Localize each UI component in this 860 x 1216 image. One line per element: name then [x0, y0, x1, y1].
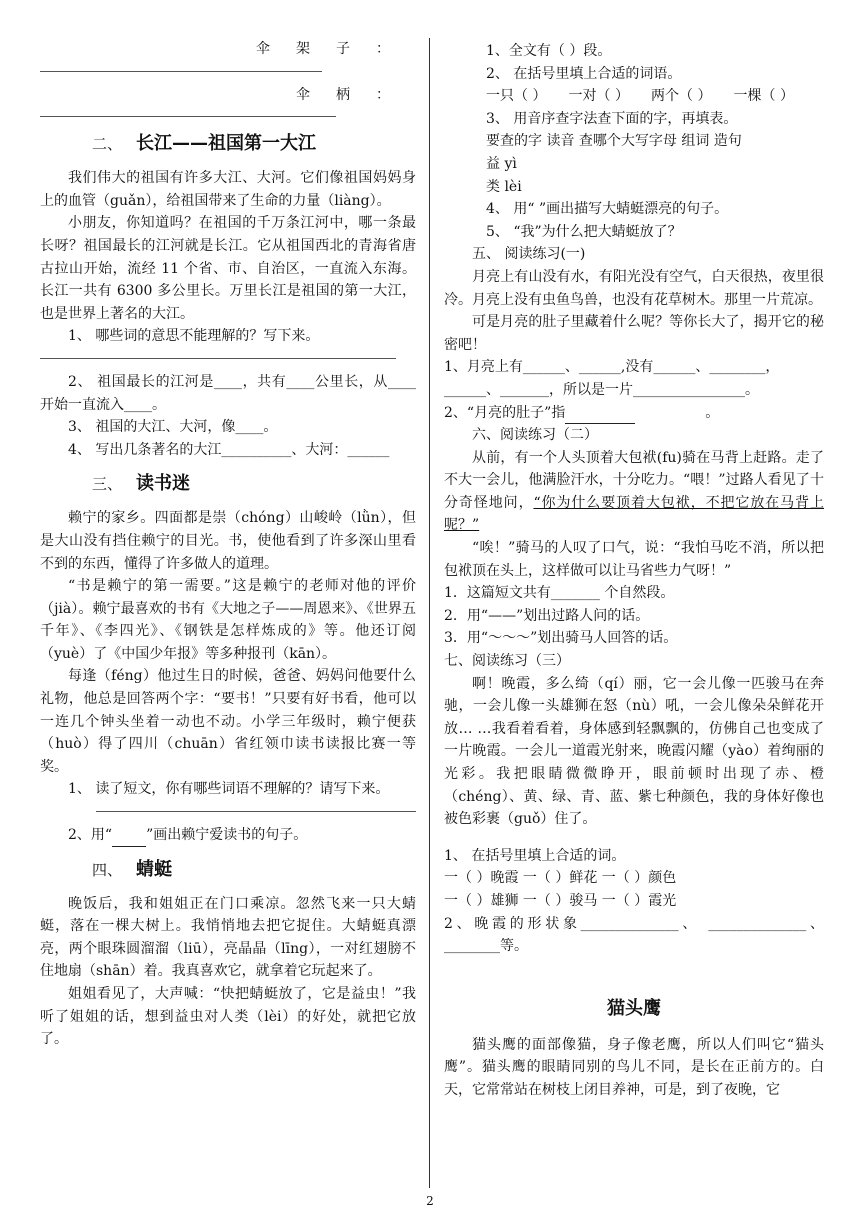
paragraph: 赖宁的家乡。四面都是崇（chóng）山峻岭（lǜn），但是大山没有挡住赖宁的目光。书，使他看到了许多深山里看不到的东西，懂得了许多做人的道理。 — [40, 510, 416, 572]
question-text: 2、用“ — [68, 827, 113, 844]
paragraph: 我们伟大的祖国有许多大江、大河。它们像祖国妈妈身上的血管（guǎn），给祖国带来了生命的力量（liàng）。 — [40, 170, 416, 209]
question: 1、 在括号里填上合适的词。 — [444, 847, 626, 864]
paragraph: 小朋友，你知道吗？在祖国的千万条江河中，哪一条最长呀？祖国最长的江河就是长江。它从祖国西北的青海省唐古拉山开始，流经 11 个省、市、自治区，一直流入东海。长江一共有 6300 多公里长。万里长江是祖国的第一大江，也是世界上著名的大江。 — [40, 215, 416, 322]
fill-item: 两个（ ） — [651, 88, 712, 105]
section-number: 二、 — [92, 135, 123, 154]
measure-word-row — [444, 85, 824, 108]
left-column — [40, 38, 416, 1051]
question: 4、 写出几条著名的大江__________、大河：______ — [68, 441, 390, 458]
answer-blank — [565, 409, 635, 424]
column-divider — [429, 38, 430, 1188]
question-text: 。 — [705, 404, 720, 421]
section-title: 长江——祖国第一大江 — [136, 133, 317, 155]
question: 1．这篇短文共有_______ 个自然段。 — [444, 585, 675, 602]
question: ______、_______，所以是一片________________。 — [444, 381, 759, 398]
table-row: 类 lèi — [486, 178, 522, 195]
fill-item: 一棵（ ） — [733, 88, 794, 105]
question-text: 2、“月亮的肚子”指 — [444, 404, 566, 421]
table-row: 益 yì — [486, 155, 517, 172]
paragraph: “书是赖宁的第一需要。”这是赖宁的老师对他的评价（jià）。赖宁最喜欢的书有《大地之子——周恩来》、《世界五千年》、《李四光》、《钢铁是怎样炼成的》等。他还订阅（yuè）了《中国少年报》等多种报刊（kān）。 — [40, 578, 416, 662]
question: 3、 祖国的大江、大河，像____。 — [68, 419, 278, 436]
section-heading — [40, 129, 416, 159]
answer-line — [40, 106, 336, 117]
underline-sample — [112, 832, 146, 847]
question: 1、月亮上有______、______,没有______、________， — [444, 359, 780, 376]
table-header: 要查的字 读音 查哪个大写字母 组词 造句 — [486, 133, 742, 150]
paragraph — [444, 447, 824, 537]
paragraph: “唉！”骑马的人叹了口气，说：“我怕马吃不消，所以把包袱顶在头上，这样做可以让马省些力气呀！” — [444, 540, 824, 579]
question: 2、晚霞的形状象______________、 ______________、________等。 — [444, 915, 824, 955]
question: 4、 用“ ”画出描写大蜻蜓漂亮的句子。 — [486, 201, 729, 218]
question: 2．用“——”划出过路人问的话。 — [444, 607, 650, 624]
question-text: ”画出赖宁爱读书的句子。 — [146, 827, 308, 844]
section-heading — [40, 855, 416, 885]
paragraph: 晚饭后，我和姐姐正在门口乘凉。忽然飞来一只大蜻蜓，落在一棵大树上。我悄悄地去把它捉住。大蜻蜓真漂亮，两个眼珠圆溜溜（liū），亮晶晶（līng），一对红翅膀不住地扇（shān）着。我真喜欢它，就拿着它玩起来了。 — [40, 895, 416, 980]
question: 1、 哪些词的意思不能理解的？写下来。 — [68, 328, 320, 345]
section-heading: 七、阅读练习（三） — [444, 653, 570, 670]
section-title: 读书迷 — [136, 473, 191, 495]
paragraph: 每逢（féng）他过生日的时候，爸爸、妈妈问他要什么礼物，他总是回答两个字：“要书！”只要有好书看，他可以一连几个钟头坐着一动也不动。小学三年级时，赖宁便获（huò）得了四川（chuān）省红领巾读书读报比赛一等奖。 — [40, 668, 416, 775]
paragraph-text: 从前，有一个人头顶着大包袱(fu)骑在马背上赶路。走了不大一会儿，他满脸汗水，十分吃力。“喂！”过路人看见了十分奇怪地问， — [444, 449, 824, 511]
section-heading — [40, 469, 416, 499]
page-number: 2 — [426, 1194, 434, 1208]
paragraph: 啊！晚霞，多么绮（qí）丽，它一会儿像一匹骏马在奔驰，一会儿像一头雄狮在怒（nù）吼，一会儿像朵朵鲜花开放… …我看着看着，身体感到轻飘飘的，仿佛自己也变成了一片晚霞。一会儿一道霞光射来，晚霞闪耀（yào）着绚丽的光彩。我把眼睛微微睁开，眼前顿时出现了赤、橙（chéng）、黄、绿、青、蓝、紫七种颜色，我的身体好像也被色彩裹（guǒ）住了。 — [444, 675, 824, 828]
answer-line — [40, 61, 322, 72]
question — [40, 824, 416, 847]
section-number: 三、 — [92, 475, 123, 494]
fill-item: 一对（ ） — [568, 88, 629, 105]
section-title: 蜻蜓 — [136, 858, 173, 880]
answer-line — [40, 348, 396, 359]
spacer — [444, 831, 824, 845]
umbrella-frame-label: 伞架子： — [256, 41, 416, 57]
article-title: 猫头鹰 — [607, 997, 661, 1019]
paragraph: 姐姐看见了，大声喊：“快把蜻蜓放了，它是益虫！”我听了姐姐的话，想到益虫对人类（lèi）的好处，就把它放了。 — [40, 986, 416, 1048]
question: 1、 读了短文，你有哪些词语不理解的？请写下来。 — [68, 781, 390, 798]
paragraph: 猫头鹰的面部像猫，身子像老鹰，所以人们叫它“猫头鹰”。猫头鹰的眼睛同别的鸟儿不同，是长在正前方的。白天，它常常站在树枝上闭目养神，可是，到了夜晚，它 — [444, 1036, 824, 1098]
question: 5、 “我”为什么把大蜻蜓放了？ — [486, 223, 682, 240]
question: 一（ ）雄狮 一（ ）骏马 一（ ）霞光 — [444, 892, 677, 909]
right-column — [444, 40, 824, 1102]
umbrella-handle-label: 伞柄： — [296, 86, 416, 103]
question: 3、 用音序查字法查下面的字，再填表。 — [486, 110, 738, 127]
question: 2、 在括号里填上合适的词语。 — [486, 65, 682, 82]
paragraph: 可是月亮的肚子里藏着什么呢？等你长大了，揭开它的秘密吧！ — [444, 314, 824, 353]
underlined-question: “你为什么要顶着大包袱，不把它放在马背上呢？” — [444, 494, 825, 534]
question: 2、 祖国最长的江河是____，共有____公里长，从____开始一直流入____。 — [40, 373, 416, 413]
question: 1、全文有（ ）段。 — [486, 43, 612, 59]
question: 3．用“～～～”划出骑马人回答的话。 — [444, 630, 678, 647]
section-heading: 六、阅读练习（二） — [472, 427, 598, 444]
question: 一（ ）晚霞 一（ ）鲜花 一（ ）颜色 — [444, 870, 677, 887]
answer-line — [96, 801, 416, 812]
section-heading: 五、 阅读练习(一) — [472, 246, 586, 263]
paragraph: 月亮上有山没有水，有阳光没有空气，白天很热，夜里很冷。月亮上没有虫鱼鸟兽，也没有花草树木。那里一片荒凉。 — [444, 268, 824, 308]
section-number: 四、 — [92, 860, 123, 879]
fill-item: 一只（ ） — [486, 88, 547, 105]
question — [444, 402, 824, 425]
